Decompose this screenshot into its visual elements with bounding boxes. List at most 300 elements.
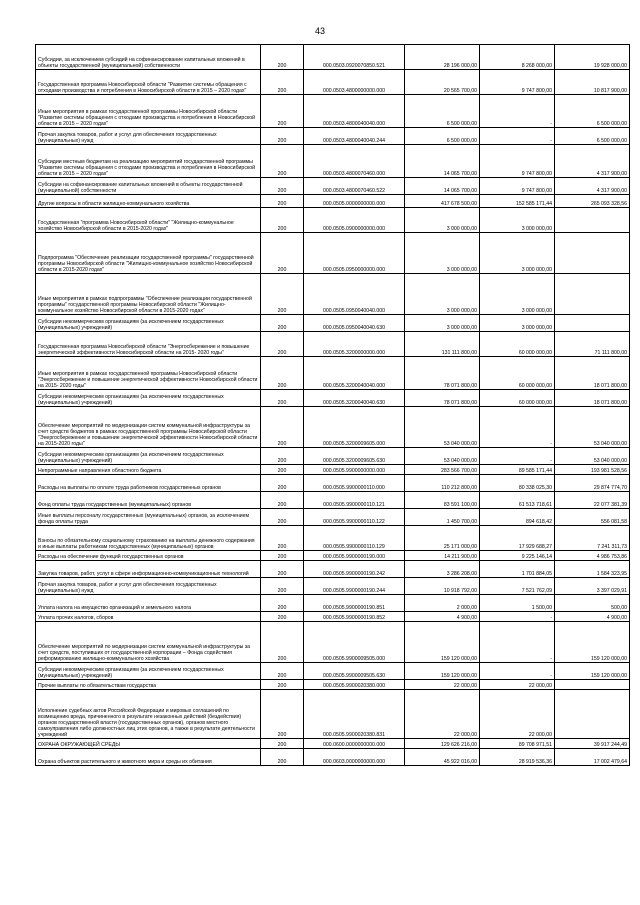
row-name-cell-text: Субсидии некоммерческим организациям (за исключением государственных (муниципальных) учреждений): [38, 318, 226, 331]
row-executed-amount-cell-text: -: [550, 120, 552, 127]
row-classification-code-cell: [304, 578, 405, 595]
row-unexecuted-amount-cell-text: 29 874 774,70: [593, 484, 627, 491]
table-row: [36, 749, 630, 766]
row-name-cell: [36, 448, 261, 465]
row-code-cell-text: 200: [277, 741, 287, 748]
row-name-cell: [36, 465, 261, 475]
row-executed-amount-cell-text: 22 000,00: [528, 731, 552, 738]
row-executed-amount-cell-text: 7 521 762,09: [521, 587, 552, 594]
row-approved-amount-cell-text: 78 071 800,00: [443, 382, 477, 389]
row-name-cell-text: ОХРАНА ОКРУЖАЮЩЕЙ СРЕДЫ: [38, 741, 120, 748]
table-row: [36, 551, 630, 561]
row-code-cell-text: 200: [277, 484, 287, 491]
row-name-cell-text: Прочая закупка товаров, работ и услуг для обеспечения государственных (муниципальных) нужд: [38, 131, 219, 144]
row-classification-code-cell-text: 000.0505.0950040040.000: [322, 307, 386, 314]
row-executed-amount-cell: [480, 128, 555, 145]
row-code-cell-text: 200: [277, 187, 287, 194]
row-unexecuted-amount-cell: [555, 70, 630, 95]
row-approved-amount-cell-text: 3 000 000,00: [446, 324, 477, 331]
row-unexecuted-amount-cell: [555, 128, 630, 145]
row-name-cell: [36, 70, 261, 95]
row-classification-code-cell: [304, 739, 405, 749]
row-executed-amount-cell-text: 60 000 000,00: [518, 399, 552, 406]
row-name-cell: [36, 274, 261, 315]
row-approved-amount-cell-text: 14 065 700,00: [443, 187, 477, 194]
row-unexecuted-amount-cell-text: 19 928 000,00: [593, 62, 627, 69]
row-executed-amount-cell: [480, 475, 555, 492]
row-unexecuted-amount-cell-text: 4 317 900,00: [596, 170, 627, 177]
row-name-cell-text: Субсидии некоммерческим организациям (за исключением государственных (муниципальных) учреждений): [38, 451, 226, 464]
row-executed-amount-cell: [480, 622, 555, 663]
row-code-cell-text: 200: [277, 266, 287, 273]
row-classification-code-cell: [304, 492, 405, 509]
table-row: [36, 128, 630, 145]
row-classification-code-cell-text: 000.0503.4800040040.244: [322, 137, 386, 144]
row-name-cell: [36, 357, 261, 390]
row-name-cell: [36, 233, 261, 274]
row-classification-code-cell: [304, 595, 405, 612]
row-classification-code-cell-text: 000.0505.9900000190.852: [322, 614, 386, 621]
row-classification-code-cell: [304, 357, 405, 390]
row-approved-amount-cell-text: 110 212 800,00: [441, 484, 477, 491]
row-classification-code-cell: [304, 390, 405, 407]
row-code-cell: [261, 233, 304, 274]
row-unexecuted-amount-cell: [555, 448, 630, 465]
row-code-cell-text: 200: [277, 324, 287, 331]
row-code-cell-text: 200: [277, 758, 287, 765]
row-approved-amount-cell-text: 14 065 700,00: [443, 170, 477, 177]
row-code-cell: [261, 690, 304, 739]
row-unexecuted-amount-cell: [555, 332, 630, 357]
row-name-cell-text: Обеспечение мероприятий по модернизации систем коммунальной инфраструктуры за счет средств бюджетов в рамках государственной программы Новосибирской области "Энергосбережение и повышение энергетической эффективности Новосибирской области на 2015-2020 годы": [38, 422, 259, 447]
row-approved-amount-cell: [405, 509, 480, 526]
row-executed-amount-cell: [480, 526, 555, 551]
row-executed-amount-cell-text: 8 268 000,00: [521, 62, 552, 69]
row-code-cell-text: 200: [277, 137, 287, 144]
row-classification-code-cell: [304, 690, 405, 739]
row-executed-amount-cell-text: 9 747 800,00: [521, 187, 552, 194]
row-executed-amount-cell: [480, 45, 555, 70]
table-row: [36, 739, 630, 749]
table-row: [36, 407, 630, 448]
table-row: [36, 526, 630, 551]
row-code-cell: [261, 390, 304, 407]
row-name-cell-text: Расходы на обеспечение функций государственных органов: [38, 553, 184, 560]
row-classification-code-cell-text: 000.0505.3200000000.000: [322, 349, 386, 356]
row-executed-amount-cell: [480, 195, 555, 208]
row-code-cell-text: 200: [277, 87, 287, 94]
row-classification-code-cell-text: 000.0505.3200040040.000: [322, 382, 386, 389]
row-approved-amount-cell: [405, 663, 480, 680]
row-approved-amount-cell: [405, 690, 480, 739]
row-approved-amount-cell: [405, 45, 480, 70]
row-executed-amount-cell-text: 152 585 171,44: [515, 200, 552, 207]
row-name-cell-text: Государственная программа Новосибирской области "Развитие системы обращения с отходами производства и потребления в Новосибирской области в 2015 – 2020 годах": [38, 81, 249, 94]
row-approved-amount-cell: [405, 390, 480, 407]
row-code-cell-text: 200: [277, 467, 287, 474]
row-approved-amount-cell: [405, 749, 480, 766]
row-unexecuted-amount-cell-text: 265 093 328,56: [590, 200, 627, 207]
row-unexecuted-amount-cell-text: 22 077 381,39: [593, 501, 627, 508]
row-unexecuted-amount-cell-text: 18 071 800,00: [593, 382, 627, 389]
row-name-cell: [36, 178, 261, 195]
row-approved-amount-cell: [405, 622, 480, 663]
table-row: [36, 680, 630, 690]
row-approved-amount-cell: [405, 233, 480, 274]
row-classification-code-cell: [304, 233, 405, 274]
row-approved-amount-cell-text: 22 000,00: [453, 682, 477, 689]
row-approved-amount-cell-text: 2 000,00: [456, 604, 477, 611]
row-approved-amount-cell-text: 28 196 000,00: [443, 62, 477, 69]
row-code-cell-text: 200: [277, 382, 287, 389]
table-row: [36, 208, 630, 233]
row-code-cell: [261, 448, 304, 465]
row-code-cell: [261, 680, 304, 690]
row-name-cell: [36, 749, 261, 766]
row-approved-amount-cell: [405, 315, 480, 332]
row-unexecuted-amount-cell-text: 159 120 000,00: [590, 655, 627, 662]
row-name-cell: [36, 315, 261, 332]
row-executed-amount-cell: [480, 465, 555, 475]
row-code-cell-text: 200: [277, 225, 287, 232]
row-classification-code-cell-text: 000.0505.9900000190.000: [322, 553, 386, 560]
row-classification-code-cell: [304, 465, 405, 475]
row-classification-code-cell: [304, 145, 405, 178]
table-row: [36, 690, 630, 739]
row-executed-amount-cell-text: -: [550, 137, 552, 144]
row-name-cell-text: Иные мероприятия в рамках государственной программы Новосибирской области "Развитие системы обращения с отходами производства и потребления в Новосибирской области в 2015 – 2020 годах": [38, 108, 257, 127]
row-code-cell-text: 200: [277, 120, 287, 127]
row-classification-code-cell: [304, 612, 405, 622]
table-row: [36, 622, 630, 663]
row-executed-amount-cell-text: 1 701 884,05: [521, 570, 552, 577]
row-classification-code-cell-text: 000.0505.9900000190.244: [322, 587, 386, 594]
row-unexecuted-amount-cell: [555, 561, 630, 578]
row-executed-amount-cell-text: 894 618,42: [526, 518, 552, 525]
row-approved-amount-cell: [405, 178, 480, 195]
row-approved-amount-cell-text: 45 922 016,00: [443, 758, 477, 765]
row-name-cell: [36, 663, 261, 680]
budget-table: [35, 44, 630, 766]
row-name-cell-text: Государственная программа Новосибирской области "Энергосбережение и повышение энергетической эффективности Новосибирской области на 2015- 2020 годы": [38, 343, 251, 356]
row-classification-code-cell-text: 000.0503.0920070850.521: [322, 62, 386, 69]
row-name-cell: [36, 680, 261, 690]
row-code-cell-text: 200: [277, 614, 287, 621]
row-classification-code-cell: [304, 448, 405, 465]
row-classification-code-cell: [304, 475, 405, 492]
row-classification-code-cell: [304, 551, 405, 561]
table-row: [36, 332, 630, 357]
row-executed-amount-cell: [480, 509, 555, 526]
table-row: [36, 70, 630, 95]
row-unexecuted-amount-cell-text: 193 981 528,56: [590, 467, 627, 474]
row-approved-amount-cell: [405, 526, 480, 551]
row-unexecuted-amount-cell: [555, 45, 630, 70]
row-code-cell: [261, 332, 304, 357]
table-row: [36, 475, 630, 492]
row-name-cell-text: Субсидии на софинансирование капитальных вложений в объекты государственной (муниципальной) собственности: [38, 181, 244, 194]
row-name-cell-text: Охрана объектов растительного и животного мира и среды их обитания: [38, 758, 212, 765]
row-approved-amount-cell-text: 4 900,00: [456, 614, 477, 621]
row-unexecuted-amount-cell: [555, 509, 630, 526]
row-unexecuted-amount-cell-text: 53 040 000,00: [593, 457, 627, 464]
row-unexecuted-amount-cell: [555, 95, 630, 128]
row-name-cell: [36, 407, 261, 448]
row-unexecuted-amount-cell-text: 39 917 244,49: [593, 741, 627, 748]
row-name-cell: [36, 390, 261, 407]
row-classification-code-cell: [304, 680, 405, 690]
row-name-cell-text: Государственная "программа Новосибирской области" "Жилищно-коммунальное хозяйство Новосибирской области в 2015-2020 годах": [38, 219, 236, 232]
row-unexecuted-amount-cell: [555, 274, 630, 315]
row-unexecuted-amount-cell: [555, 390, 630, 407]
table-row: [36, 274, 630, 315]
row-classification-code-cell: [304, 274, 405, 315]
row-executed-amount-cell-text: -: [550, 672, 552, 679]
row-name-cell: [36, 145, 261, 178]
row-executed-amount-cell-text: 61 513 718,61: [518, 501, 552, 508]
row-classification-code-cell-text: 000.0503.4800040040.000: [322, 120, 386, 127]
table-row: [36, 233, 630, 274]
row-executed-amount-cell: [480, 749, 555, 766]
row-unexecuted-amount-cell-text: 71 111 800,00: [594, 349, 627, 356]
row-name-cell-text: Другие вопросы в области жилищно-коммунального хозяйства: [38, 200, 190, 207]
row-code-cell-text: 200: [277, 440, 287, 447]
row-unexecuted-amount-cell-text: 6 500 000,00: [596, 137, 627, 144]
row-executed-amount-cell: [480, 178, 555, 195]
row-approved-amount-cell-text: 131 111 800,00: [441, 349, 477, 356]
row-classification-code-cell-text: 000.0505.9900009505.000: [322, 655, 386, 662]
row-classification-code-cell-text: 000.0503.4800000000.000: [322, 87, 386, 94]
row-unexecuted-amount-cell: [555, 315, 630, 332]
table-row: [36, 561, 630, 578]
row-code-cell-text: 200: [277, 543, 287, 550]
row-code-cell-text: 200: [277, 307, 287, 314]
row-executed-amount-cell-text: 9 747 800,00: [521, 170, 552, 177]
row-executed-amount-cell-text: 1 500,00: [531, 604, 552, 611]
row-name-cell-text: Расходы на выплаты по оплате труда работников государственных органов: [38, 484, 221, 491]
row-code-cell-text: 200: [277, 349, 287, 356]
row-unexecuted-amount-cell-text: 500,00: [611, 604, 627, 611]
row-classification-code-cell-text: 000.0505.9900020380.831: [322, 731, 386, 738]
row-classification-code-cell: [304, 128, 405, 145]
row-executed-amount-cell-text: 89 708 971,51: [518, 741, 552, 748]
row-classification-code-cell-text: 000.0505.9900000190.851: [322, 604, 386, 611]
row-code-cell: [261, 145, 304, 178]
row-code-cell-text: 200: [277, 170, 287, 177]
row-approved-amount-cell-text: 20 565 700,00: [443, 87, 477, 94]
row-classification-code-cell-text: 000.0505.9900000000.000: [322, 467, 386, 474]
row-executed-amount-cell-text: 22 000,00: [528, 682, 552, 689]
row-executed-amount-cell-text: 3 000 000,00: [521, 307, 552, 314]
row-executed-amount-cell: [480, 407, 555, 448]
row-approved-amount-cell: [405, 128, 480, 145]
row-name-cell: [36, 526, 261, 551]
row-unexecuted-amount-cell: [555, 145, 630, 178]
row-classification-code-cell-text: 000.0505.0950000000.000: [322, 266, 386, 273]
row-executed-amount-cell-text: 9 747 800,00: [521, 87, 552, 94]
row-unexecuted-amount-cell: [555, 612, 630, 622]
row-code-cell-text: 200: [277, 62, 287, 69]
row-name-cell: [36, 578, 261, 595]
row-code-cell-text: 200: [277, 682, 287, 689]
page-number: 43: [314, 26, 325, 36]
row-classification-code-cell: [304, 95, 405, 128]
row-classification-code-cell: [304, 208, 405, 233]
row-classification-code-cell: [304, 561, 405, 578]
row-classification-code-cell-text: 000.0505.9900000110.000: [323, 484, 385, 491]
row-code-cell: [261, 578, 304, 595]
row-name-cell: [36, 492, 261, 509]
row-name-cell: [36, 551, 261, 561]
row-unexecuted-amount-cell: [555, 663, 630, 680]
row-approved-amount-cell-text: 417 678 500,00: [440, 200, 477, 207]
row-unexecuted-amount-cell: [555, 233, 630, 274]
table-row: [36, 663, 630, 680]
row-classification-code-cell-text: 000.0505.3200040040.630: [322, 399, 386, 406]
row-code-cell-text: 200: [277, 604, 287, 611]
row-classification-code-cell-text: 000.0505.9900000110.121: [323, 501, 385, 508]
row-approved-amount-cell-text: 129 626 216,00: [440, 741, 477, 748]
row-name-cell-text: Иные мероприятия в рамках подпрограммы "Обеспечение реализации государственной программы" государственной программы Новосибирской области "Жилищно-коммунальное хозяйство Новосибирской области в 2015-2020 годах": [38, 295, 254, 314]
row-name-cell-text: Иные выплаты персоналу государственных (муниципальных) органов, за исключением фонда оплаты труда: [38, 512, 251, 525]
row-code-cell: [261, 407, 304, 448]
row-executed-amount-cell: [480, 448, 555, 465]
row-classification-code-cell-text: 000.0505.0900000000.000: [322, 225, 386, 232]
row-code-cell-text: 200: [277, 518, 287, 525]
row-executed-amount-cell-text: 9 225 146,14: [521, 553, 552, 560]
row-code-cell: [261, 595, 304, 612]
row-executed-amount-cell: [480, 739, 555, 749]
row-code-cell: [261, 492, 304, 509]
row-classification-code-cell-text: 000.0505.9900020380.000: [322, 682, 386, 689]
row-unexecuted-amount-cell: [555, 357, 630, 390]
row-unexecuted-amount-cell-text: 1 584 323,95: [596, 570, 627, 577]
row-approved-amount-cell: [405, 680, 480, 690]
row-approved-amount-cell-text: 3 286 208,00: [446, 570, 477, 577]
row-unexecuted-amount-cell: [555, 680, 630, 690]
table-row: [36, 612, 630, 622]
row-executed-amount-cell-text: 80 338 025,30: [518, 484, 552, 491]
row-classification-code-cell: [304, 622, 405, 663]
row-approved-amount-cell-text: 53 040 000,00: [443, 457, 477, 464]
row-name-cell-text: Субсидии некоммерческим организациям (за исключением государственных (муниципальных) учреждений): [38, 666, 226, 679]
row-executed-amount-cell: [480, 492, 555, 509]
row-name-cell: [36, 595, 261, 612]
row-classification-code-cell-text: 000.0505.3200009605.630: [322, 457, 386, 464]
row-classification-code-cell: [304, 45, 405, 70]
row-code-cell: [261, 95, 304, 128]
row-code-cell: [261, 561, 304, 578]
row-unexecuted-amount-cell-text: 159 120 000,00: [590, 672, 627, 679]
row-classification-code-cell: [304, 407, 405, 448]
table-row: [36, 509, 630, 526]
row-unexecuted-amount-cell: [555, 690, 630, 739]
row-approved-amount-cell: [405, 95, 480, 128]
row-name-cell-text: Непрограммные направления областного бюджета: [38, 467, 162, 474]
row-approved-amount-cell-text: 3 000 000,00: [446, 225, 477, 232]
row-unexecuted-amount-cell: [555, 551, 630, 561]
row-code-cell: [261, 663, 304, 680]
row-code-cell: [261, 274, 304, 315]
row-code-cell-text: 200: [277, 501, 287, 508]
row-approved-amount-cell: [405, 492, 480, 509]
row-code-cell: [261, 526, 304, 551]
row-approved-amount-cell: [405, 551, 480, 561]
row-classification-code-cell-text: 000.0505.3200009605.000: [322, 440, 386, 447]
row-executed-amount-cell-text: 3 000 000,00: [521, 324, 552, 331]
row-approved-amount-cell-text: 159 120 000,00: [440, 672, 477, 679]
row-name-cell-text: Взносы по обязательному социальному страхованию на выплаты денежного содержания и иные выплаты работникам государственных (муниципальных) органов: [38, 537, 256, 550]
row-executed-amount-cell: [480, 357, 555, 390]
row-unexecuted-amount-cell-text: 556 081,58: [601, 518, 627, 525]
row-code-cell: [261, 509, 304, 526]
row-approved-amount-cell-text: 3 000 000,00: [446, 307, 477, 314]
row-name-cell: [36, 690, 261, 739]
row-code-cell: [261, 622, 304, 663]
row-classification-code-cell: [304, 526, 405, 551]
row-classification-code-cell: [304, 315, 405, 332]
table-row: [36, 357, 630, 390]
row-code-cell-text: 200: [277, 731, 287, 738]
row-executed-amount-cell: [480, 233, 555, 274]
row-classification-code-cell: [304, 663, 405, 680]
row-name-cell-text: Уплата налога на имущество организаций и земельного налога: [38, 604, 191, 611]
row-executed-amount-cell: [480, 208, 555, 233]
row-name-cell-text: Фонд оплаты труда государственных (муниципальных) органов: [38, 501, 191, 508]
row-name-cell: [36, 509, 261, 526]
row-approved-amount-cell: [405, 612, 480, 622]
row-unexecuted-amount-cell: [555, 578, 630, 595]
row-executed-amount-cell: [480, 595, 555, 612]
row-approved-amount-cell-text: 25 171 000,00: [443, 543, 477, 550]
row-classification-code-cell-text: 000.0503.4800070460.522: [322, 187, 386, 194]
table-row: [36, 178, 630, 195]
row-executed-amount-cell: [480, 561, 555, 578]
row-name-cell: [36, 612, 261, 622]
row-approved-amount-cell: [405, 274, 480, 315]
row-classification-code-cell-text: 000.0505.9900000190.242: [322, 570, 386, 577]
row-unexecuted-amount-cell: [555, 475, 630, 492]
row-code-cell: [261, 357, 304, 390]
row-code-cell: [261, 195, 304, 208]
row-executed-amount-cell: [480, 70, 555, 95]
row-executed-amount-cell-text: -: [550, 655, 552, 662]
row-unexecuted-amount-cell-text: 4 317 900,00: [596, 187, 627, 194]
row-executed-amount-cell: [480, 95, 555, 128]
row-executed-amount-cell-text: 3 000 000,00: [521, 225, 552, 232]
row-approved-amount-cell: [405, 595, 480, 612]
row-approved-amount-cell: [405, 578, 480, 595]
row-approved-amount-cell-text: 6 500 000,00: [446, 120, 477, 127]
row-approved-amount-cell: [405, 475, 480, 492]
row-unexecuted-amount-cell-text: 10 817 900,00: [593, 87, 627, 94]
row-name-cell: [36, 95, 261, 128]
row-unexecuted-amount-cell: [555, 595, 630, 612]
row-approved-amount-cell: [405, 145, 480, 178]
row-approved-amount-cell-text: 3 000 000,00: [446, 266, 477, 273]
row-unexecuted-amount-cell-text: 18 071 800,00: [593, 399, 627, 406]
row-unexecuted-amount-cell: [555, 492, 630, 509]
row-approved-amount-cell-text: 283 566 700,00: [440, 467, 477, 474]
row-approved-amount-cell-text: 83 591 100,00: [443, 501, 477, 508]
row-code-cell: [261, 128, 304, 145]
row-classification-code-cell: [304, 195, 405, 208]
row-unexecuted-amount-cell-text: 6 500 000,00: [596, 120, 627, 127]
row-unexecuted-amount-cell: [555, 739, 630, 749]
row-code-cell-text: 200: [277, 399, 287, 406]
table-row: [36, 390, 630, 407]
row-executed-amount-cell-text: 28 919 536,36: [518, 758, 552, 765]
